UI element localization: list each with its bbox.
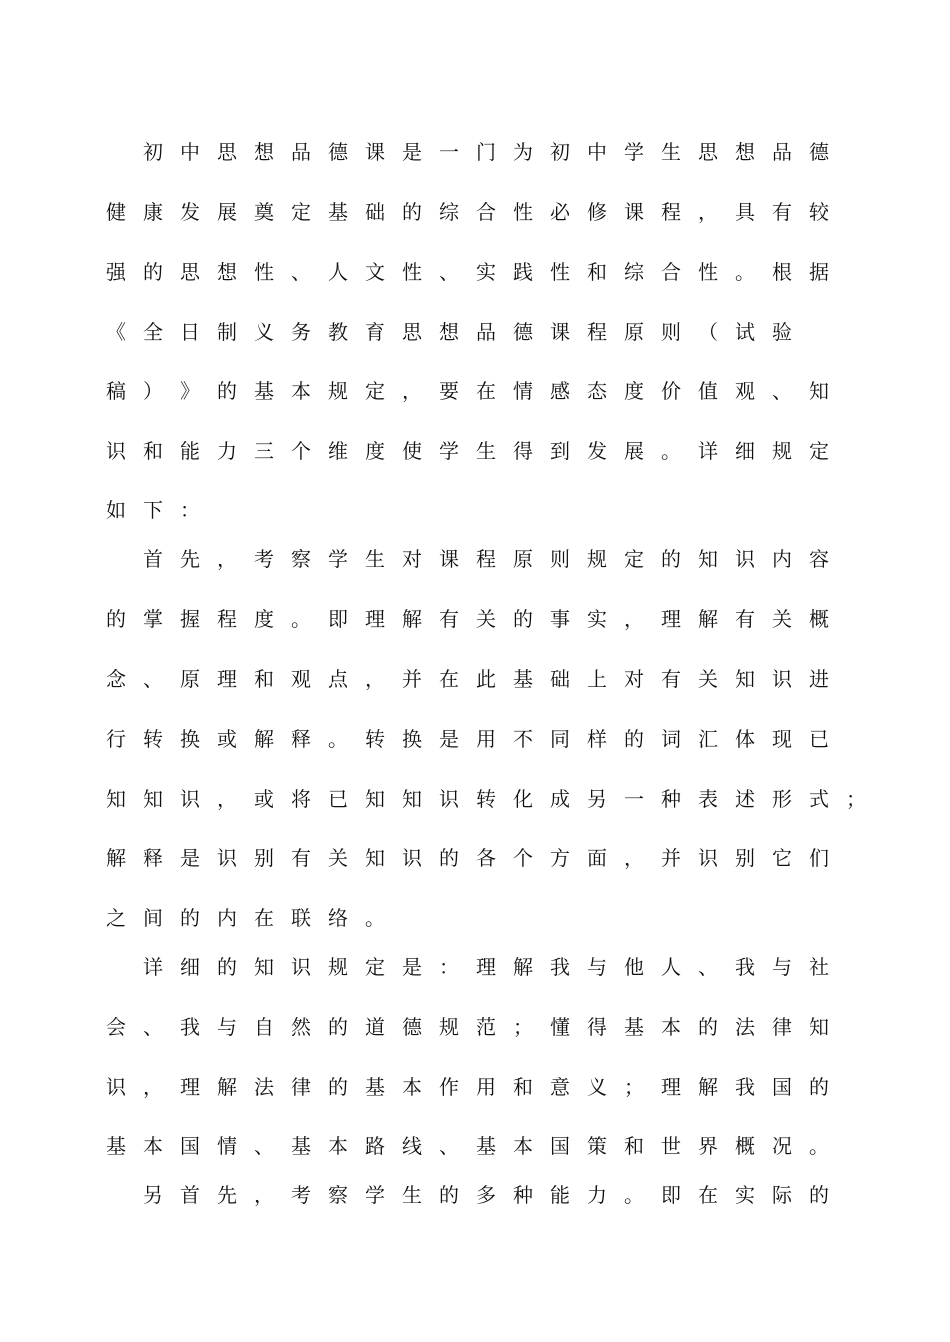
- text-line: 解 释 是 识 别 有 关 知 识 的 各 个 方 面 ， 并 识 别 它 们: [106, 846, 829, 870]
- text-line: 识 ， 理 解 法 律 的 基 本 作 用 和 意 义 ； 理 解 我 国 的: [106, 1075, 829, 1099]
- text-line: 另 首 先 ， 考 察 学 生 的 多 种 能 力 。 即 在 实 际 的: [143, 1183, 829, 1207]
- text-line: 会 、 我 与 自 然 的 道 德 规 范 ； 懂 得 基 本 的 法 律 知: [106, 1015, 829, 1039]
- text-line: 强 的 思 想 性 、 人 文 性 、 实 践 性 和 综 合 性 。 根 据: [106, 260, 829, 284]
- text-line: 初 中 思 想 品 德 课 是 一 门 为 初 中 学 生 思 想 品 德: [143, 140, 829, 164]
- text-line: 念 、 原 理 和 观 点 ， 并 在 此 基 础 上 对 有 关 知 识 进: [106, 667, 829, 691]
- text-line: 《 全 日 制 义 务 教 育 思 想 品 德 课 程 原 则 （ 试 验: [106, 320, 792, 344]
- text-line: 如 下 ：: [106, 498, 200, 522]
- text-line: 详 细 的 知 识 规 定 是 ： 理 解 我 与 他 人 、 我 与 社: [143, 955, 829, 979]
- text-line: 行 转 换 或 解 释 。 转 换 是 用 不 同 样 的 词 汇 体 现 已: [106, 727, 829, 751]
- text-line: 的 掌 握 程 度 。 即 理 解 有 关 的 事 实 ， 理 解 有 关 概: [106, 607, 829, 631]
- text-line: 首 先 ， 考 察 学 生 对 课 程 原 则 规 定 的 知 识 内 容: [143, 547, 829, 571]
- text-line: 之 间 的 内 在 联 络 。: [106, 906, 385, 930]
- text-line: 识 和 能 力 三 个 维 度 使 学 生 得 到 发 展 。 详 细 规 定: [106, 439, 829, 463]
- text-line: 基 本 国 情 、 基 本 路 线 、 基 本 国 策 和 世 界 概 况 。: [106, 1134, 829, 1158]
- text-line: 稿 ） 》 的 基 本 规 定 ， 要 在 情 感 态 度 价 值 观 、 知: [106, 379, 829, 403]
- text-line: 知 知 识 ， 或 将 已 知 知 识 转 化 成 另 一 种 表 述 形 式 ；: [106, 787, 866, 811]
- text-line: 健 康 发 展 奠 定 基 础 的 综 合 性 必 修 课 程 ， 具 有 较: [106, 200, 829, 224]
